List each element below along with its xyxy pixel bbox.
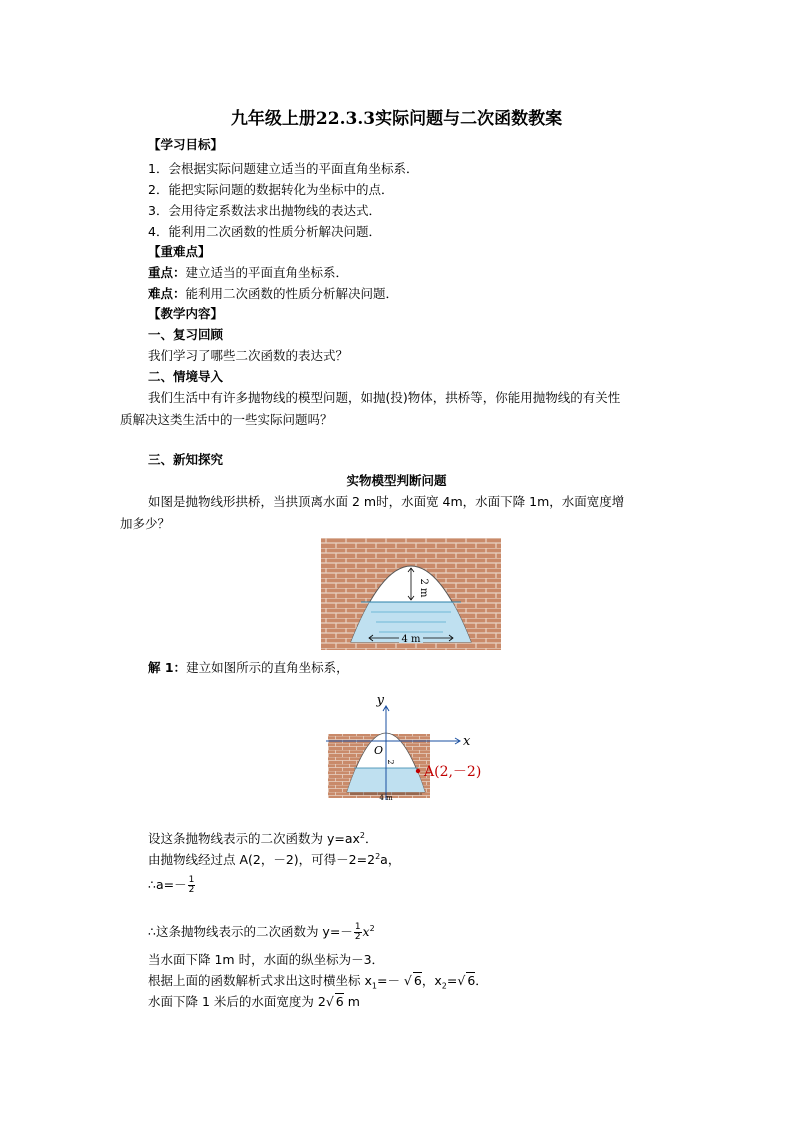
step-4 [148,920,375,942]
intro-paragraph [120,387,676,431]
diff-text: 能利用二次函数的性质分析解决问题． [185,286,399,301]
fraction [188,876,196,895]
key-point [148,264,348,282]
numerator: 1 [188,875,195,885]
step-4-text: ∴这条抛物线表示的二次函数为 y=－ [148,924,353,940]
problem-line-2: 加多少？ [120,516,171,531]
difficult-point [148,285,398,303]
origin-label: O [374,744,384,757]
radicand: 6 [413,973,422,988]
step-6-end: ． [475,973,488,988]
intro-line-1: 我们生活中有许多抛物线的模型问题，如抛(投)物体，拱桥等，你能用抛物线的有关性 [148,390,621,405]
problem-paragraph [120,491,676,535]
step-6-eq1: =－ [376,973,400,988]
variable-x: x [362,924,370,940]
height-label: 2 m [418,578,429,598]
y-axis-label: y [376,694,384,708]
step-6-sep: ，x [421,973,442,988]
diff-label: 难点： [148,286,186,301]
x-axis-label: x [463,734,471,749]
step-1 [148,827,378,848]
step-7: 水面下降 1 米后的水面宽度为 2√ 6 m [148,994,360,1009]
keypoints-heading: 【重难点】 [148,244,211,259]
objective-item: 2．能把实际问题的数据转化为坐标中的点． [148,182,394,197]
solution-line [148,659,349,677]
solution-text: 建立如图所示的直角坐标系， [186,660,349,675]
numerator: 1 [354,922,361,933]
step-3-text: ∴a=－ [148,877,187,892]
fraction [354,923,362,942]
point-a-label: A(2,－2) [424,764,482,780]
step-6: 根据上面的函数解析式求出这时横坐标 $x_1=-$ √ 6，$x_2=√$ 6． [148,973,488,991]
intro-heading: 二、情境导入 [148,369,224,384]
step-6-eq2: = [446,973,458,988]
step-6-text: 根据上面的函数解析式求出这时横坐标 x [148,973,372,988]
page-title: 九年级上册22.3.3实际问题与二次函数教案 [230,109,563,129]
review-question: 我们学习了哪些二次函数的表达式？ [148,348,349,363]
radicand: 6 [335,994,344,1009]
exponent: 2 [369,924,375,933]
key-text: 建立适当的平面直角坐标系． [185,265,349,280]
step-5: 当水面下降 1m 时，水面的纵坐标为－3． [148,952,385,967]
objectives-heading: 【学习目标】 [148,137,224,152]
explore-heading: 三、新知探究 [148,452,224,467]
solution-label: 解 1： [148,660,187,675]
step-1-text: 设这条抛物线表示的二次函数为 y=ax [148,831,360,847]
subheading: 实物模型判断问题 [346,473,447,488]
intro-line-2: 质解决这类生活中的一些实际问题吗？ [120,412,333,427]
radicand: 6 [467,973,476,988]
step-1-end: ． [365,831,378,847]
step-7-unit: m [343,994,360,1009]
review-heading: 一、复习回顾 [148,327,224,342]
step-2-end: a， [380,852,401,868]
denominator: 2 [354,932,361,943]
exponent: 2 [359,831,365,840]
width-label: 4 m [401,634,421,645]
objective-item: 1．会根据实际问题建立适当的平面直角坐标系． [148,161,419,176]
objective-item: 3．会用待定系数法求出抛物线的表达式． [148,203,381,218]
denominator: 2 [188,885,195,895]
step-2-text: 由抛物线经过点 A(2，－2)，可得－2=2 [148,852,376,868]
subscript: 2 [441,981,447,991]
key-label: 重点： [148,265,186,280]
subscript: 1 [371,981,377,991]
step-3 [148,876,196,895]
objective-item: 4．能利用二次函数的性质分析解决问题． [148,224,381,239]
height-label: 2 [386,759,395,765]
content-heading: 【教学内容】 [148,306,224,321]
step-2 [148,848,400,869]
width-label: 4 m [379,794,393,802]
step-7-text: 水面下降 1 米后的水面宽度为 2 [148,994,326,1009]
arch-bridge-figure [321,538,501,650]
problem-line-1: 如图是抛物线形拱桥，当拱顶离水面 2 m时，水面宽 4m，水面下降 1m，水面宽度增 [148,494,625,509]
exponent: 2 [375,852,381,861]
coordinate-figure [318,694,498,806]
point-a [416,769,420,773]
